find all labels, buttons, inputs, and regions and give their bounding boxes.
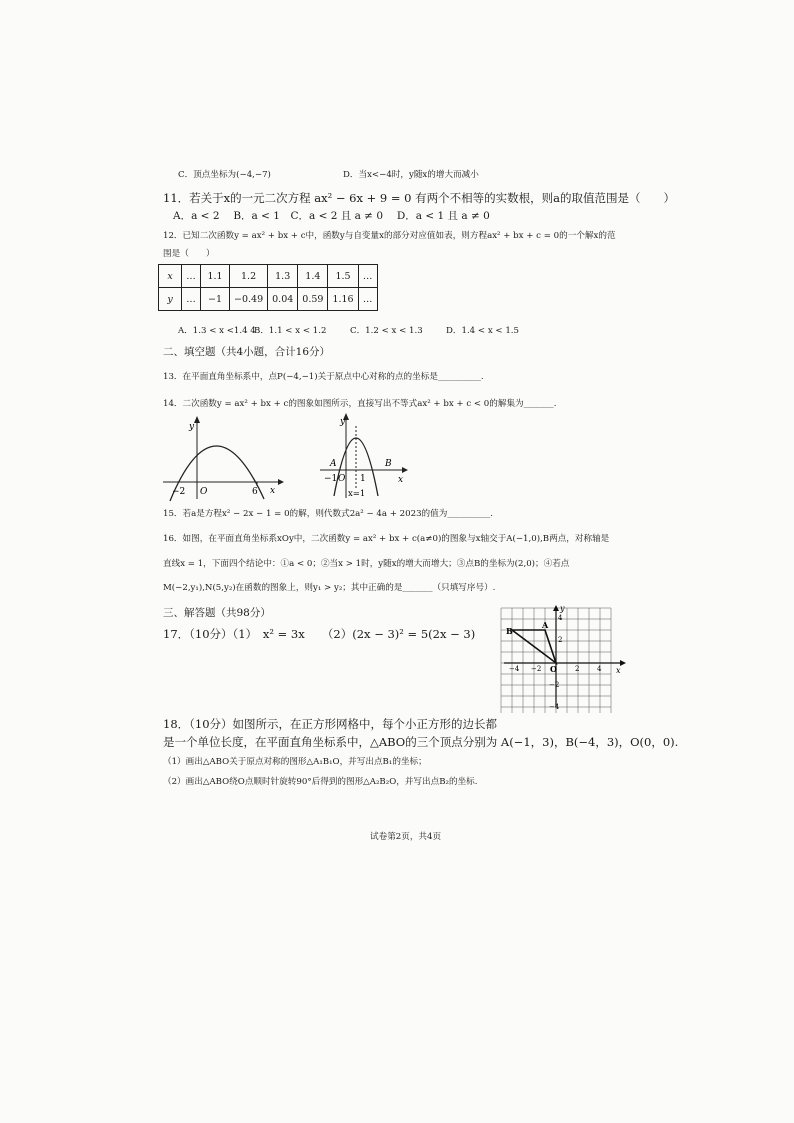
table-cell: … xyxy=(358,288,377,311)
grid-tick-y4: 4 xyxy=(558,614,563,622)
q18-sub1: （1）画出△ABO关于原点对称的图形△A₁B₁O，并写出点B₁的坐标； xyxy=(163,757,427,767)
table-cell: 0.59 xyxy=(298,288,328,311)
graph14-x-label: x xyxy=(270,486,276,496)
table-cell: 1.2 xyxy=(230,265,268,288)
q11-stem: 11．若关于x的一元二次方程 ax² − 6x + 9 = 0 有两个不相等的实数根，则a的取值范围是（ ） xyxy=(163,191,676,205)
q12-option-b: B．1.1 < x < 1.2 xyxy=(254,326,327,336)
q16-line1: 16．如图，在平面直角坐标系xOy中，二次函数y = ax² + bx + c(a≠0)的图象与x轴交于A(−1,0),B两点，对称轴是 xyxy=(163,534,610,544)
q14: 14．二次函数y = ax² + bx + c的图象如图所示，直接写出不等式ax² + bx + c < 0的解集为_______. xyxy=(163,399,557,409)
graph-q14 xyxy=(160,413,285,503)
q12-option-a: A．1.3 < x <1.4 4 xyxy=(178,326,256,336)
grid-tick-xm4: −4 xyxy=(509,665,520,673)
q10-option-c: C．顶点坐标为(−4,−7) xyxy=(178,170,271,180)
grid-figure-q18 xyxy=(496,603,628,713)
grid-x-label: x xyxy=(616,666,621,675)
table-cell: 1.3 xyxy=(268,265,298,288)
table-cell: 0.04 xyxy=(268,288,298,311)
graph14-tick-neg2: −2 xyxy=(172,487,186,497)
graph16-origin: O xyxy=(338,474,346,484)
q12-option-d: D．1.4 < x < 1.5 xyxy=(446,326,519,336)
table-cell: 1.5 xyxy=(328,265,358,288)
graph16-y-label: y xyxy=(340,417,346,427)
grid-point-a: A xyxy=(542,620,549,630)
q18-line1: 18．（10分）如图所示，在正方形网格中，每个小正方形的边长都 xyxy=(163,717,498,731)
grid-tick-ym4: −4 xyxy=(549,703,560,711)
graph14-y-label: y xyxy=(189,422,195,432)
graph16-tick-neg1: −1 xyxy=(324,474,338,484)
q13: 13．在平面直角坐标系中，点P(−4,−1)关于原点中心对称的点的坐标是__________. xyxy=(163,372,484,382)
grid-tick-xm2: −2 xyxy=(531,665,542,673)
q12-stem-line2: 围是（ ） xyxy=(163,249,215,259)
q18-line2: 是一个单位长度，在平面直角坐标系中，△ABO的三个顶点分别为 A(−1，3)，B(−4，3)，O(0，0). xyxy=(163,735,679,749)
q11-options: A．a < 2 B．a < 1 C．a < 2 且 a ≠ 0 D．a < 1 且 a ≠ 0 xyxy=(173,210,490,222)
q16-line2: 直线x = 1，下面四个结论中：①a < 0；②当x > 1时，y随x的增大而增大；③点B的坐标为(2,0)；④若点 xyxy=(163,559,570,569)
table-cell: … xyxy=(182,265,201,288)
graph16-x-label: x xyxy=(398,475,404,485)
value-table xyxy=(158,264,378,311)
q17: 17．（10分）（1） x² = 3x （2）(2x − 3)² = 5(2x − 3) xyxy=(163,627,476,641)
graph-q16 xyxy=(318,410,408,500)
section-2-heading: 二、填空题（共4小题，合计16分） xyxy=(163,346,331,358)
q16-line3: M(−2,y₁),N(5,y₂)在函数的图象上，则y₁ > y₂；其中正确的是_______（只填写序号）. xyxy=(163,583,496,593)
grid-tick-x2: 2 xyxy=(575,665,580,673)
grid-y-label: y xyxy=(560,604,565,613)
table-cell: −1 xyxy=(201,288,230,311)
graph16-point-a: A xyxy=(330,459,337,469)
q15: 15．若a是方程x² − 2x − 1 = 0的解，则代数式2a² − 4a + 2023的值为__________. xyxy=(163,509,494,519)
table-cell: 1.4 xyxy=(298,265,328,288)
table-cell: … xyxy=(182,288,201,311)
graph14-origin: O xyxy=(200,487,208,497)
graph16-tick-1: 1 xyxy=(360,474,366,484)
section-3-heading: 三、解答题（共98分） xyxy=(163,607,271,619)
q10-option-d: D．当x<−4时，y随x的增大而减小 xyxy=(343,170,479,180)
table-head: y xyxy=(159,288,182,311)
graph16-point-b: B xyxy=(385,459,392,469)
table-cell: … xyxy=(358,265,377,288)
grid-point-b: B xyxy=(506,626,513,636)
q12-option-c: C．1.2 < x < 1.3 xyxy=(350,326,423,336)
table-cell: −0.49 xyxy=(230,288,268,311)
q12-stem-line1: 12．已知二次函数y = ax² + bx + c中，函数y与自变量x的部分对应值如表，则方程ax² + bx + c = 0的一个解x的范 xyxy=(163,231,616,241)
table-row-x xyxy=(159,265,378,288)
graph14-tick-6: 6 xyxy=(252,487,258,497)
graph16-axis-label: x=1 xyxy=(348,489,366,499)
q18-sub2: （2）画出△ABO绕O点顺时针旋转90°后得到的图形△A₂B₂O，并写出点B₂的坐标. xyxy=(163,777,478,787)
grid-tick-y2: 2 xyxy=(558,636,563,644)
page-footer: 试卷第2页，共4页 xyxy=(370,832,442,842)
table-head: x xyxy=(159,265,182,288)
grid-tick-x4: 4 xyxy=(597,665,602,673)
grid-origin: O xyxy=(550,664,557,674)
table-cell: 1.1 xyxy=(201,265,230,288)
grid-tick-ym2: −2 xyxy=(549,681,560,689)
table-row-y xyxy=(159,288,378,311)
table-cell: 1.16 xyxy=(328,288,358,311)
